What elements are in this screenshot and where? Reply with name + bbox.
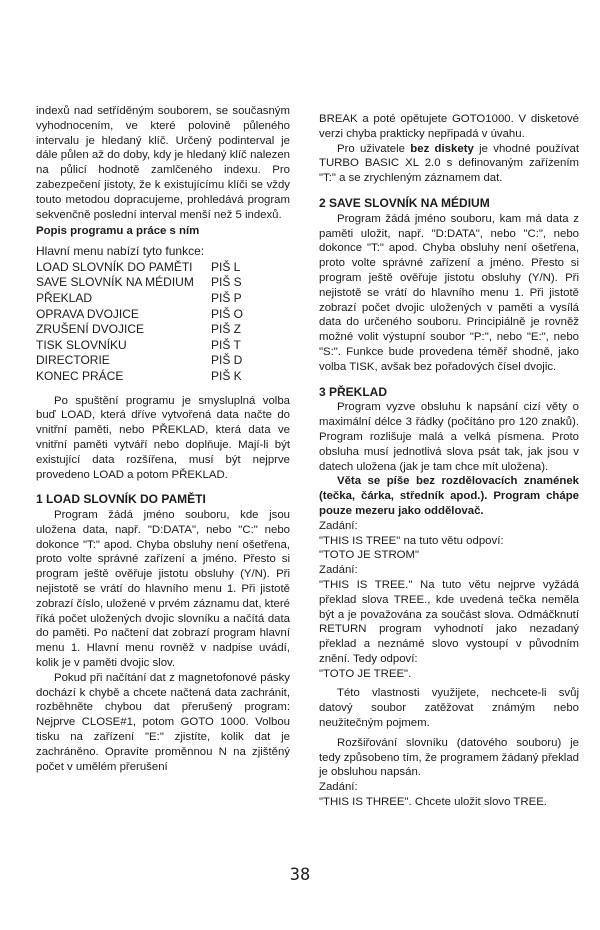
menu-item-key: PIŠ T xyxy=(211,337,241,352)
menu-item-key: PIŠ O xyxy=(211,306,244,321)
save-section-heading: 2 SAVE SLOVNÍK NA MÉDIUM xyxy=(319,195,490,210)
example-1-output: "TOTO JE STROM" xyxy=(319,549,420,562)
menu-item-key: PIŠ Z xyxy=(211,322,242,337)
load-section-heading: 1 LOAD SLOVNÍK DO PAMĚTI xyxy=(36,492,206,507)
menu-item-save xyxy=(36,275,290,291)
menu-item-edit xyxy=(36,307,290,323)
menu-item-label: TISK SLOVNÍKU xyxy=(36,337,127,352)
load-recovery-paragraph: Pokud při načítání dat z magnetofonové pásky dochází k chybě a chcete načtená data zachránit, rozběhněte chybou dat přerušený program: Nejprve CLOSE#1, potom GOTO 1000. Volbou tisku na zařízení "E:" zjistíte, kolik dat je zachráněno. Opravíte proměnnou N na zjištěný počet v umělém přerušení xyxy=(36,671,290,773)
left-column xyxy=(36,104,290,774)
example-2-label: Zadání: xyxy=(319,564,358,577)
break-continuation-paragraph: BREAK a poté opětujete GOTO1000. V disketové verzi chyba prakticky nepřipadá v úvahu. xyxy=(319,113,579,140)
menu-item-key: PIŠ P xyxy=(211,290,242,305)
example-2-paragraph: "THIS IS TREE." Na tuto větu nejprve vyžádá překlad slova TREE., kde uvedená tečka neměla být a je považována za součást slova. Odmáčknutí RETURN program vyhodnotí jako nezadaný překlad a neznámé slovo vystoupí v původním znění. Tedy odpoví: xyxy=(319,578,579,665)
menu-item-directory xyxy=(36,353,290,369)
menu-item-label: SAVE SLOVNÍK NA MÉDIUM xyxy=(36,275,194,290)
after-menu-paragraph: Po spuštění programu je smysluplná volba buď LOAD, která dříve vytvořená data načte do vnitřní paměti, nebo PŘEKLAD, která data ve vnitřní paměti vytváří nebo doplňuje. Mají-li být existující data rozšířena, musí být nejprve provedeno LOAD a potom PŘEKLAD. xyxy=(36,394,290,481)
menu-item-key: PIŠ S xyxy=(211,275,242,290)
menu-item-key: PIŠ L xyxy=(211,259,241,274)
menu-item-label: ZRUŠENÍ DVOJICE xyxy=(36,322,145,337)
example-3-text: "THIS IS THREE". Chcete uložit slovo TREE. xyxy=(319,796,547,809)
dictionary-expansion-paragraph: Rozšiřování slovníku (datového souboru) je tedy způsobeno tím, že programem žádaný překlad je obsluhou napsán. xyxy=(319,736,579,779)
load-section-paragraph: Program žádá jméno souboru, kde jsou uložena data, např. "D:DATA", nebo "C:" nebo dokonce "T:" apod. Chyba obsluhy není ošetřena, proto volte správné zařízení a jméno. Přesto si program ještě ověřuje jistotu obsluhy (Y/N). Při nejistotě se vrátí do hlavního menu 1. Při jistotě zobrazí číslo, uložené v prvém záznamu dat, které říká počet uložených dvojic slovníku a načítá data do paměti. Po načtení dat zobrazí program hlavní menu 1. Hlavní menu rovněž v nadpise uvádí, kolik je v paměti dvojic slov. xyxy=(36,509,290,670)
main-menu-list xyxy=(36,244,290,384)
menu-item-exit xyxy=(36,369,290,385)
menu-item-key: PIŠ K xyxy=(211,368,242,383)
example-2-output: "TOTO JE TREE". xyxy=(319,667,412,680)
menu-item-label: DIRECTORIE xyxy=(36,353,110,368)
example-3-label: Zadání: xyxy=(319,781,358,794)
intro-paragraph: indexů nad setříděným souborem, se současným vyhodnocením, ve které polovině půleného intervalu je hledaný klíč. Určený podinterval je dále půlen až do doby, kdy je hledaný klíč nalezen na půlicí hodnotě zamlčeného indexu. Pro zabezpečení jistoty, že k existujícímu klíči se vždy touto metodou dopracujeme, prohledává program sekvenčně poslední interval menší než 5 indexů. xyxy=(36,105,290,221)
menu-item-label: KONEC PRÁCE xyxy=(36,368,124,383)
menu-item-delete xyxy=(36,322,290,338)
save-section-paragraph: Program žádá jméno souboru, kam má data z paměti uložit, např. "D:DATA", nebo "C:", nebo dokonce "T:" apod. Chyba obsluhy není ošetřena, proto volte správné zařízení a jméno. Přesto si program ještě ověřuje jistotu obsluhy (Y/N). Při nejistotě se vrátí do hlavního menu 1. Při jistotě zobrazí počet dvojic uložených v paměti a vysílá data do určeného souboru. Principiálně je rovněž možné volit výstupní soubor "P:", nebo "E:", nebo "S:". Funkce bude provedena téměř shodně, jako volba TISK, avšak bez pořadových čísel dvojic. xyxy=(319,212,579,373)
page-number: 38 xyxy=(289,865,311,885)
menu-intro: Hlavní menu nabízí tyto funkce: xyxy=(36,244,205,259)
property-paragraph: Této vlastnosti využijete, nechcete-li svůj datový soubor zatěžovat známým nebo neužitečným pojmem. xyxy=(319,687,579,730)
translate-section-heading: 3 PŘEKLAD xyxy=(319,384,388,399)
menu-item-label: OPRAVA DVOJICE xyxy=(36,306,139,321)
sentence-rule-paragraph: Věta se píše bez rozdělovacích znamének (tečka, čárka, středník apod.). Program chápe pouze mezeru jako oddělovač. xyxy=(319,475,579,517)
translate-section-paragraph: Program vyzve obsluhu k napsání cizí věty o maximální délce 3 řádky (počítáno pro 120 znaků). Program rozlišuje malá a velká písmena. Proto obsluha musí jednotlivá slova psát tak, jak jsou v datech uložena (jak je tam chce mít uložena). xyxy=(319,401,579,473)
example-1-label: Zadání: xyxy=(319,519,358,532)
program-description-heading: Popis programu a práce s ním xyxy=(36,225,200,238)
menu-item-label: PŘEKLAD xyxy=(36,290,93,305)
right-column xyxy=(319,112,579,810)
menu-item-print xyxy=(36,338,290,354)
example-1-input: "THIS IS TREE" na tuto větu odpoví: xyxy=(319,534,504,547)
menu-item-load xyxy=(36,260,290,276)
menu-item-translate xyxy=(36,291,290,307)
disk-note-paragraph: Pro uživatele bez diskety je vhodné používat TURBO BASIC XL 2.0 s definovaným zařízením "T:" a se zrychleným záznamem dat. xyxy=(319,142,580,185)
menu-item-key: PIŠ D xyxy=(211,353,243,368)
menu-item-label: LOAD SLOVNÍK DO PAMĚTI xyxy=(36,259,193,274)
